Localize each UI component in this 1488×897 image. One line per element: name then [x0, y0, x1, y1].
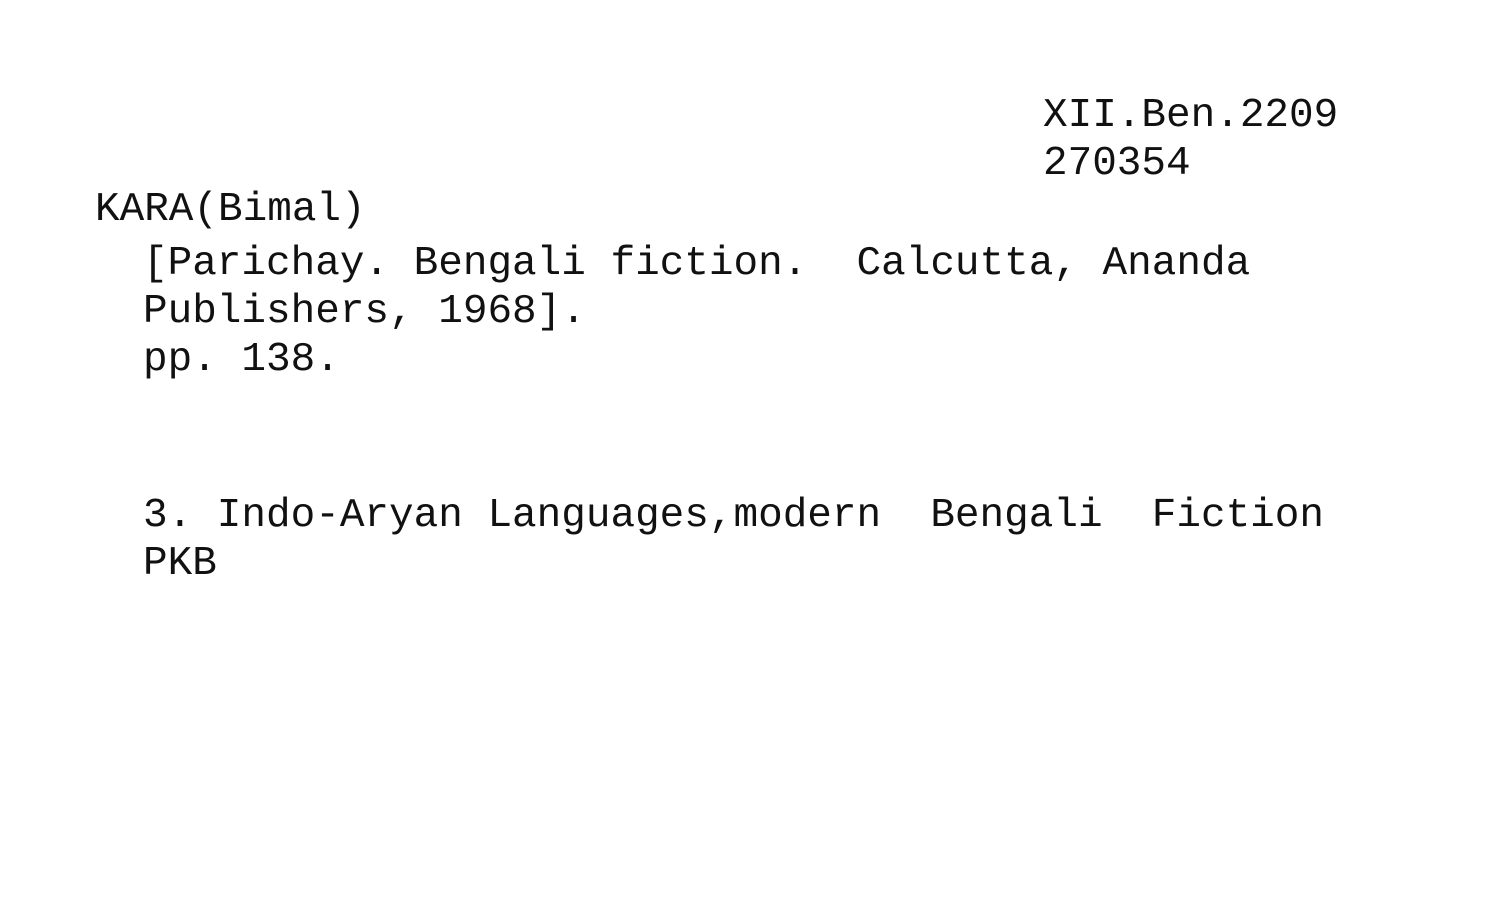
- subject-line: 3. Indo-Aryan Languages,modern Bengali Fiction: [143, 493, 1324, 539]
- author-heading: KARA(Bimal): [95, 187, 366, 233]
- description-line-1: [Parichay. Bengali fiction. Calcutta, Ananda: [143, 241, 1251, 287]
- accession-number: 270354: [1043, 141, 1191, 187]
- call-number: XII.Ben.2209: [1043, 93, 1339, 139]
- description-line-3: pp. 138.: [143, 337, 340, 383]
- description-line-2: Publishers, 1968].: [143, 289, 586, 335]
- cataloger-initials: PKB: [143, 541, 217, 587]
